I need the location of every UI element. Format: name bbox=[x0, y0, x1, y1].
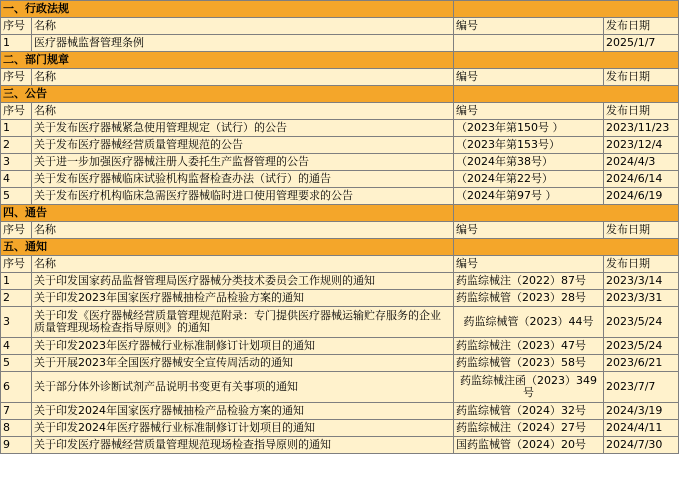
table-row bbox=[1, 120, 679, 137]
cell-date: 2023/11/23 bbox=[604, 120, 679, 137]
cell-seq: 1 bbox=[1, 273, 32, 290]
cell-date: 2023/7/7 bbox=[604, 372, 679, 403]
header-name: 名称 bbox=[32, 256, 454, 273]
header-seq: 序号 bbox=[1, 103, 32, 120]
header-name: 名称 bbox=[32, 18, 454, 35]
cell-name: 关于印发2024年医疗器械行业标准制修订计划项目的通知 bbox=[32, 420, 454, 437]
header-name: 名称 bbox=[32, 69, 454, 86]
column-header-row bbox=[1, 69, 679, 86]
cell-date: 2023/12/4 bbox=[604, 137, 679, 154]
table-row bbox=[1, 372, 679, 403]
column-header-row bbox=[1, 18, 679, 35]
column-header-row bbox=[1, 256, 679, 273]
cell-seq: 2 bbox=[1, 290, 32, 307]
cell-name: 关于发布医疗器械紧急使用管理规定（试行）的公告 bbox=[32, 120, 454, 137]
section-title-row bbox=[1, 52, 679, 69]
cell-date: 2024/3/19 bbox=[604, 403, 679, 420]
cell-date: 2023/6/21 bbox=[604, 355, 679, 372]
table-row bbox=[1, 338, 679, 355]
table-row bbox=[1, 307, 679, 338]
cell-code: 药监综械管（2024）32号 bbox=[454, 403, 604, 420]
header-date: 发布日期 bbox=[604, 256, 679, 273]
cell-code: （2024年第22号） bbox=[454, 171, 604, 188]
header-code: 编号 bbox=[454, 69, 604, 86]
cell-code: 药监综械管（2023）58号 bbox=[454, 355, 604, 372]
header-seq: 序号 bbox=[1, 222, 32, 239]
cell-code: 国药监械管（2024）20号 bbox=[454, 437, 604, 454]
cell-name: 关于发布医疗器械经营质量管理规范的公告 bbox=[32, 137, 454, 154]
cell-date: 2024/4/3 bbox=[604, 154, 679, 171]
cell-seq: 3 bbox=[1, 307, 32, 338]
header-date: 发布日期 bbox=[604, 69, 679, 86]
cell-name: 关于发布医疗机构临床急需医疗器械临时进口使用管理要求的公告 bbox=[32, 188, 454, 205]
cell-name: 关于印发2023年国家医疗器械抽检产品检验方案的通知 bbox=[32, 290, 454, 307]
header-seq: 序号 bbox=[1, 18, 32, 35]
cell-code: （2024年第38号） bbox=[454, 154, 604, 171]
section-blank bbox=[454, 239, 679, 256]
section-title: 五、通知 bbox=[1, 239, 454, 256]
header-name: 名称 bbox=[32, 103, 454, 120]
header-code: 编号 bbox=[454, 103, 604, 120]
cell-date: 2024/7/30 bbox=[604, 437, 679, 454]
cell-seq: 3 bbox=[1, 154, 32, 171]
section-title-row bbox=[1, 1, 679, 18]
cell-name: 关于进一步加强医疗器械注册人委托生产监督管理的公告 bbox=[32, 154, 454, 171]
cell-date: 2023/3/14 bbox=[604, 273, 679, 290]
header-code: 编号 bbox=[454, 222, 604, 239]
table-row bbox=[1, 188, 679, 205]
cell-code: （2023年第153号） bbox=[454, 137, 604, 154]
header-date: 发布日期 bbox=[604, 18, 679, 35]
cell-name: 关于印发医疗器械经营质量管理规范现场检查指导原则的通知 bbox=[32, 437, 454, 454]
section-title-row bbox=[1, 86, 679, 103]
header-date: 发布日期 bbox=[604, 103, 679, 120]
cell-name: 关于印发2024年国家医疗器械抽检产品检验方案的通知 bbox=[32, 403, 454, 420]
table-row bbox=[1, 437, 679, 454]
table-row bbox=[1, 137, 679, 154]
cell-seq: 5 bbox=[1, 188, 32, 205]
section-blank bbox=[454, 205, 679, 222]
cell-name: 关于开展2023年全国医疗器械安全宣传周活动的通知 bbox=[32, 355, 454, 372]
cell-date: 2025/1/7 bbox=[604, 35, 679, 52]
cell-code: （2024年第97号 ） bbox=[454, 188, 604, 205]
table-row bbox=[1, 290, 679, 307]
column-header-row bbox=[1, 103, 679, 120]
column-header-row bbox=[1, 222, 679, 239]
cell-name: 关于印发2023年医疗器械行业标准制修订计划项目的通知 bbox=[32, 338, 454, 355]
cell-date: 2024/4/11 bbox=[604, 420, 679, 437]
section-title: 一、行政法规 bbox=[1, 1, 454, 18]
cell-seq: 1 bbox=[1, 35, 32, 52]
table-row bbox=[1, 420, 679, 437]
cell-date: 2023/5/24 bbox=[604, 338, 679, 355]
cell-seq: 4 bbox=[1, 171, 32, 188]
section-title: 三、公告 bbox=[1, 86, 454, 103]
section-title: 四、通告 bbox=[1, 205, 454, 222]
cell-code: 药监综械管（2023）28号 bbox=[454, 290, 604, 307]
cell-seq: 1 bbox=[1, 120, 32, 137]
table-row bbox=[1, 403, 679, 420]
header-name: 名称 bbox=[32, 222, 454, 239]
section-title-row bbox=[1, 205, 679, 222]
table-row bbox=[1, 154, 679, 171]
section-title-row bbox=[1, 239, 679, 256]
cell-code: 药监综械注函（2023）349号 bbox=[454, 372, 604, 403]
cell-name: 关于发布医疗器械临床试验机构监督检查办法（试行）的通告 bbox=[32, 171, 454, 188]
cell-seq: 4 bbox=[1, 338, 32, 355]
cell-code: 药监综械管（2023）44号 bbox=[454, 307, 604, 338]
cell-code: 药监综械注（2022）87号 bbox=[454, 273, 604, 290]
cell-seq: 8 bbox=[1, 420, 32, 437]
header-code: 编号 bbox=[454, 18, 604, 35]
cell-date: 2024/6/19 bbox=[604, 188, 679, 205]
table-row bbox=[1, 171, 679, 188]
cell-seq: 9 bbox=[1, 437, 32, 454]
table-row bbox=[1, 35, 679, 52]
cell-seq: 2 bbox=[1, 137, 32, 154]
header-seq: 序号 bbox=[1, 69, 32, 86]
cell-code: （2023年第150号 ） bbox=[454, 120, 604, 137]
cell-date: 2024/6/14 bbox=[604, 171, 679, 188]
cell-code: 药监综械注（2023）47号 bbox=[454, 338, 604, 355]
regulations-table-body bbox=[1, 1, 679, 454]
cell-name: 关于部分体外诊断试剂产品说明书变更有关事项的通知 bbox=[32, 372, 454, 403]
cell-name: 关于印发《医疗器械经营质量管理规范附录：专门提供医疗器械运输贮存服务的企业质量管理现场检查指导原则》的通知 bbox=[32, 307, 454, 338]
cell-code bbox=[454, 35, 604, 52]
header-code: 编号 bbox=[454, 256, 604, 273]
cell-code: 药监综械注（2024）27号 bbox=[454, 420, 604, 437]
cell-date: 2023/5/24 bbox=[604, 307, 679, 338]
cell-name: 关于印发国家药品监督管理局医疗器械分类技术委员会工作规则的通知 bbox=[32, 273, 454, 290]
table-row bbox=[1, 273, 679, 290]
header-seq: 序号 bbox=[1, 256, 32, 273]
cell-seq: 5 bbox=[1, 355, 32, 372]
section-blank bbox=[454, 52, 679, 69]
section-blank bbox=[454, 1, 679, 18]
section-title: 二、部门规章 bbox=[1, 52, 454, 69]
cell-seq: 6 bbox=[1, 372, 32, 403]
cell-date: 2023/3/31 bbox=[604, 290, 679, 307]
cell-seq: 7 bbox=[1, 403, 32, 420]
section-blank bbox=[454, 86, 679, 103]
cell-name: 医疗器械监督管理条例 bbox=[32, 35, 454, 52]
header-date: 发布日期 bbox=[604, 222, 679, 239]
table-row bbox=[1, 355, 679, 372]
